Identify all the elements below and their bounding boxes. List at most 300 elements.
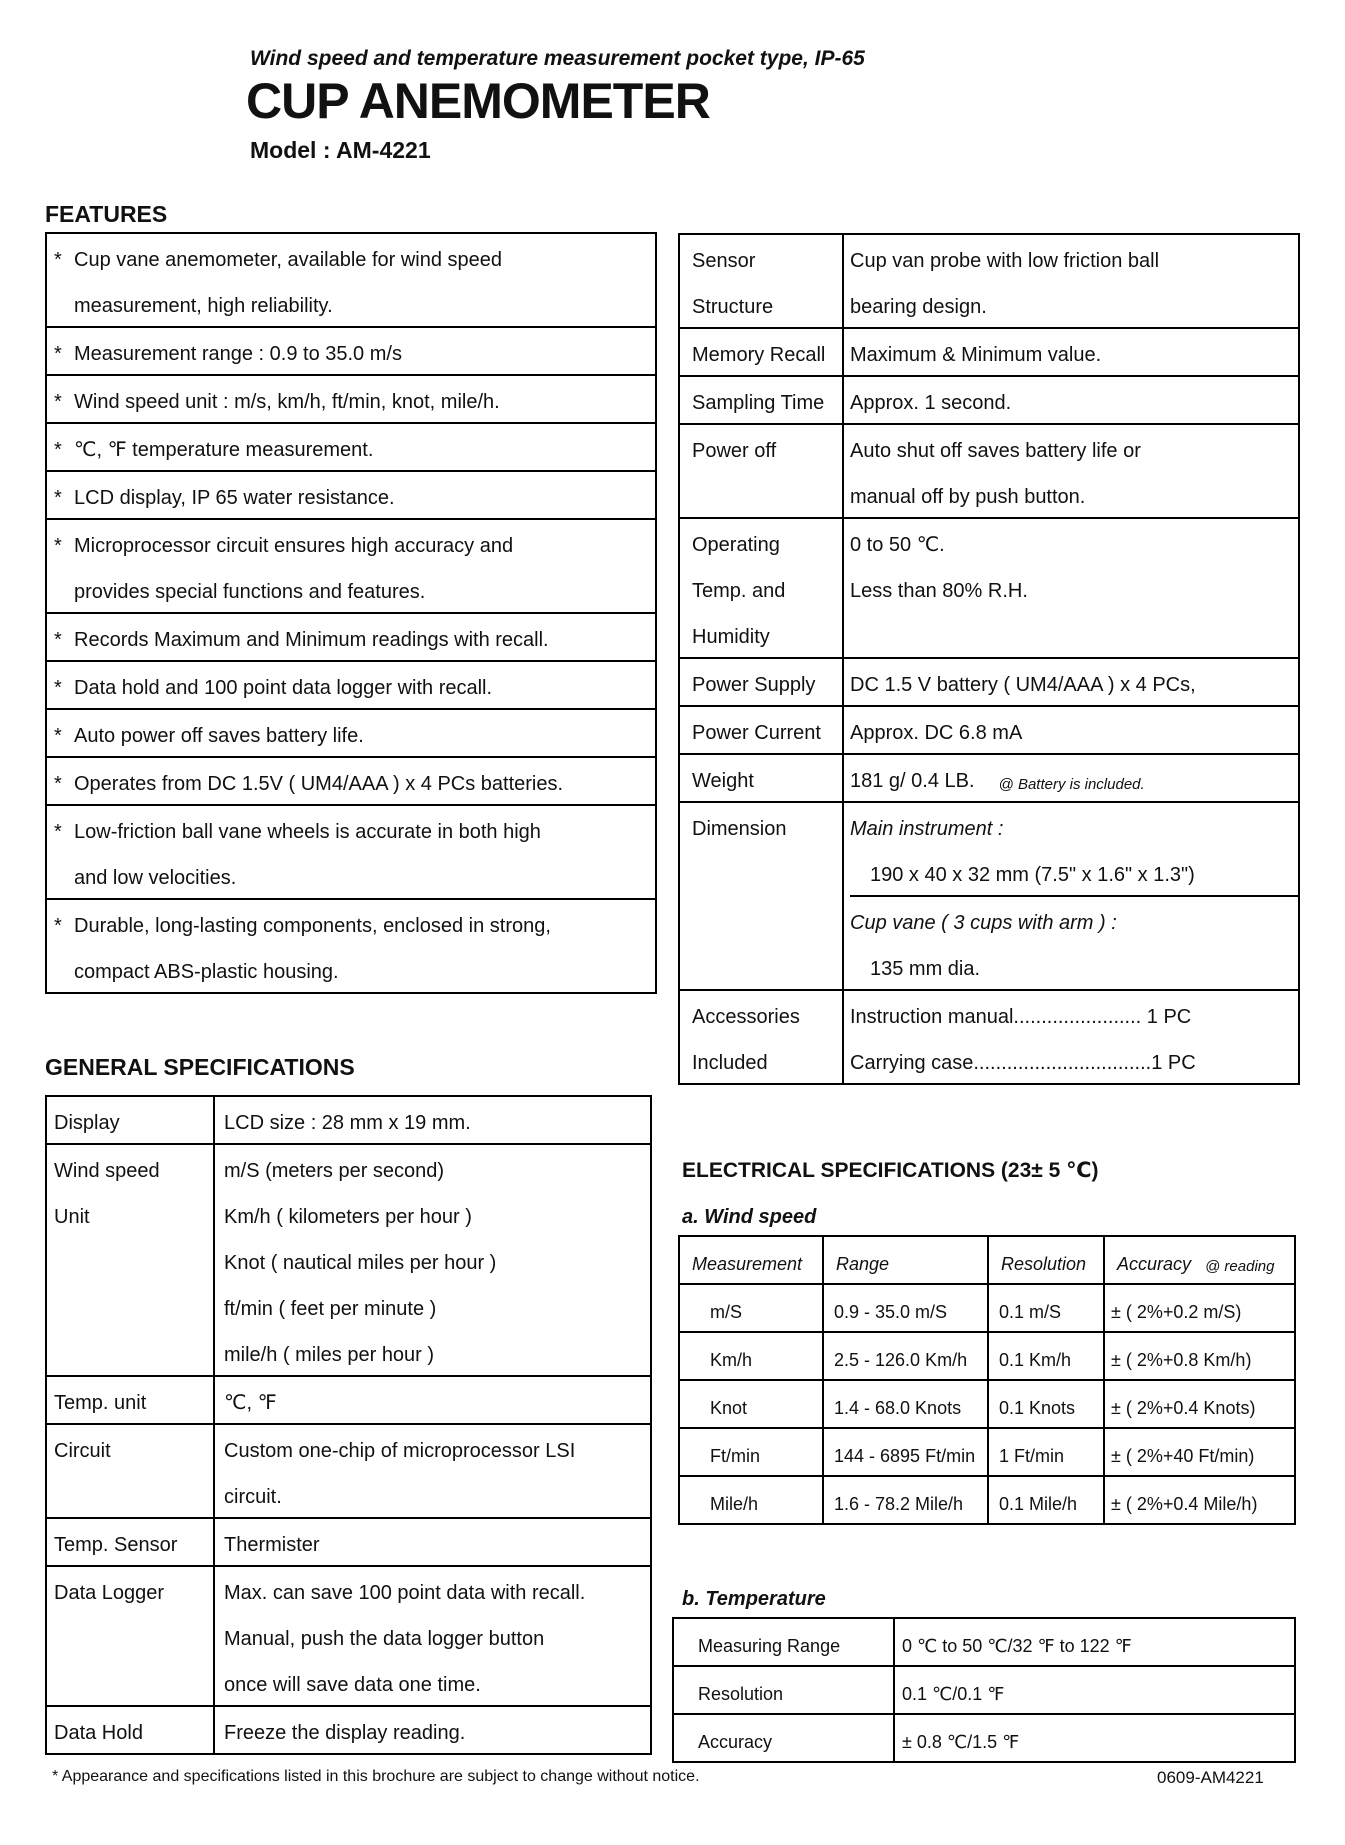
text-line: Weight — [692, 770, 754, 792]
text-line: Wind speed — [54, 1160, 160, 1182]
bullet-asterisk: * — [54, 773, 62, 795]
bullet-asterisk: * — [54, 915, 62, 937]
footer-disclaimer: * Appearance and specifications listed in this brochure are subject to change without notice. — [52, 1768, 700, 1785]
text-row — [224, 1425, 650, 1471]
wind-data-cell — [680, 1477, 824, 1523]
text-line: Accuracy — [698, 1732, 773, 1752]
text-row — [692, 611, 842, 657]
spec-value — [895, 1667, 1294, 1713]
spec-row — [674, 1715, 1294, 1761]
text-line: ± ( 2%+0.8 Km/h) — [1111, 1350, 1252, 1370]
text-line: Instruction manual....................... 1 PC — [850, 1006, 1192, 1028]
text-row — [902, 1619, 1294, 1665]
text-line: Mile/h — [710, 1494, 759, 1514]
feature-text — [47, 520, 655, 612]
text-line: Temp. Sensor — [54, 1534, 178, 1556]
temperature-table — [672, 1617, 1296, 1763]
text-line: Maximum & Minimum value. — [850, 344, 1102, 366]
value-block — [850, 803, 1298, 895]
text-row — [224, 1659, 650, 1705]
feature-line — [47, 234, 655, 280]
value-block — [224, 1145, 650, 1375]
text-line: Cup vane anemometer, available for wind speed — [74, 249, 503, 271]
text-row — [224, 1283, 650, 1329]
text-line: Sampling Time — [692, 392, 825, 414]
text-line: Data hold and 100 point data logger with recall. — [74, 677, 493, 699]
text-line: 2.5 - 126.0 Km/h — [834, 1350, 968, 1370]
feature-text — [47, 472, 655, 518]
wind-data-cell — [824, 1285, 989, 1331]
text-row — [850, 377, 1298, 423]
text-line: Knot ( nautical miles per hour ) — [224, 1252, 497, 1274]
text-row — [692, 991, 842, 1037]
spec-row — [674, 1667, 1294, 1715]
text-line: provides special functions and features. — [74, 581, 426, 603]
text-line: 144 - 6895 Ft/min — [834, 1446, 976, 1466]
text-line: Wind speed unit : m/s, km/h, ft/min, knot, mile/h. — [74, 391, 500, 413]
small-note: @ Battery is included. — [998, 776, 1145, 793]
spec-row — [47, 1377, 650, 1425]
spec-value — [895, 1715, 1294, 1761]
spec-row — [680, 991, 1298, 1083]
text-row — [850, 943, 1298, 989]
text-row — [692, 281, 842, 327]
feature-item — [47, 376, 655, 424]
spec-row — [680, 425, 1298, 519]
spec-row — [680, 659, 1298, 707]
text-line: ft/min ( feet per minute ) — [224, 1298, 437, 1320]
wind-data-cell — [989, 1333, 1105, 1379]
text-row — [692, 755, 842, 801]
spec-label — [680, 991, 844, 1083]
text-line: 1.4 - 68.0 Knots — [834, 1398, 962, 1418]
spec-row — [47, 1097, 650, 1145]
feature-line — [47, 900, 655, 946]
text-row — [1111, 1285, 1294, 1331]
text-row — [54, 1567, 213, 1613]
text-line: Km/h — [710, 1350, 753, 1370]
text-line: Km/h ( kilometers per hour ) — [224, 1206, 472, 1228]
text-line: once will save data one time. — [224, 1674, 481, 1696]
feature-line — [47, 472, 655, 518]
text-row — [850, 565, 1298, 611]
text-line: circuit. — [224, 1486, 282, 1508]
page-footer — [0, 1768, 1345, 1798]
bullet-asterisk: * — [54, 821, 62, 843]
text-row — [1111, 1477, 1294, 1523]
text-line: 0.1 ℃/0.1 ℉ — [902, 1684, 1005, 1704]
text-row — [902, 1715, 1294, 1761]
text-row — [54, 1425, 213, 1471]
column-header: Accuracy — [1117, 1254, 1192, 1274]
spec-label — [47, 1377, 215, 1423]
text-line: bearing design. — [850, 296, 987, 318]
text-line: 0.1 Mile/h — [999, 1494, 1078, 1514]
text-row — [224, 1145, 650, 1191]
feature-item — [47, 662, 655, 710]
feature-line — [47, 662, 655, 708]
text-row — [834, 1333, 987, 1379]
text-row — [710, 1285, 822, 1331]
spec-value — [844, 235, 1298, 327]
bullet-asterisk: * — [54, 725, 62, 747]
text-line: Low-friction ball vane wheels is accurate in both high — [74, 821, 541, 843]
spec-value — [844, 991, 1298, 1083]
text-row — [224, 1471, 650, 1517]
text-line: Sensor — [692, 250, 756, 272]
value-block — [224, 1567, 650, 1705]
bullet-asterisk: * — [54, 629, 62, 651]
column-header: Resolution — [1001, 1254, 1087, 1274]
value-block — [850, 755, 1298, 801]
text-row — [224, 1097, 650, 1143]
feature-text — [47, 234, 655, 326]
spec-row — [47, 1707, 650, 1753]
feature-line — [47, 520, 655, 566]
text-row — [710, 1477, 822, 1523]
text-line: Temp. and — [692, 580, 786, 602]
text-row — [1001, 1237, 1103, 1283]
feature-text — [47, 710, 655, 756]
text-line: Memory Recall — [692, 344, 826, 366]
column-header: Measurement — [692, 1254, 803, 1274]
feature-item — [47, 710, 655, 758]
text-line: Carrying case................................1 PC — [850, 1052, 1196, 1074]
text-line: Main instrument : — [850, 818, 1004, 840]
text-row — [834, 1477, 987, 1523]
spec-label — [674, 1715, 895, 1761]
text-row — [1111, 1333, 1294, 1379]
feature-line — [47, 614, 655, 660]
text-row — [692, 565, 842, 611]
text-line: ± ( 2%+0.4 Mile/h) — [1111, 1494, 1258, 1514]
feature-item — [47, 234, 655, 328]
electrical-specifications-heading: ELECTRICAL SPECIFICATIONS (23± 5 ℃) — [682, 1159, 1099, 1182]
spec-row — [680, 519, 1298, 659]
text-line: Unit — [54, 1206, 90, 1228]
wind-header-cell — [680, 1237, 824, 1283]
text-line: Humidity — [692, 626, 770, 648]
spec-label — [674, 1667, 895, 1713]
spec-label — [680, 659, 844, 705]
feature-text — [47, 662, 655, 708]
wind-data-cell — [1105, 1381, 1294, 1427]
feature-line — [47, 376, 655, 422]
spec-row — [680, 803, 1298, 991]
text-row — [692, 1037, 842, 1083]
text-row — [850, 991, 1298, 1037]
wind-data-cell — [824, 1477, 989, 1523]
text-line: DC 1.5 V battery ( UM4/AAA ) x 4 PCs, — [850, 674, 1196, 696]
feature-text — [47, 376, 655, 422]
text-line: manual off by push button. — [850, 486, 1086, 508]
wind-data-cell — [824, 1333, 989, 1379]
text-line: 190 x 40 x 32 mm (7.5" x 1.6" x 1.3") — [870, 864, 1195, 886]
wind-data-cell — [1105, 1285, 1294, 1331]
text-line: ± 0.8 ℃/1.5 ℉ — [902, 1732, 1020, 1752]
spec-value — [215, 1377, 650, 1423]
spec-value — [844, 659, 1298, 705]
text-line: measurement, high reliability. — [74, 295, 333, 317]
text-row — [999, 1477, 1103, 1523]
text-row — [54, 1707, 213, 1753]
text-line: ± ( 2%+0.2 m/S) — [1111, 1302, 1242, 1322]
text-line: 0.9 - 35.0 m/S — [834, 1302, 948, 1322]
text-row — [834, 1429, 987, 1475]
wind-data-cell — [989, 1429, 1105, 1475]
feature-item — [47, 614, 655, 662]
value-block — [850, 519, 1298, 611]
text-row — [692, 707, 842, 753]
text-line: Power Current — [692, 722, 821, 744]
text-line: Data Logger — [54, 1582, 165, 1604]
text-row — [710, 1429, 822, 1475]
text-row — [54, 1191, 213, 1237]
spec-row — [680, 235, 1298, 329]
text-row — [224, 1519, 650, 1565]
text-line: Custom one-chip of microprocessor LSI — [224, 1440, 576, 1462]
text-line: Measuring Range — [698, 1636, 841, 1656]
spec-label — [47, 1097, 215, 1143]
feature-line — [47, 424, 655, 470]
text-line: Manual, push the data logger button — [224, 1628, 545, 1650]
bullet-asterisk: * — [54, 439, 62, 461]
text-line: ± ( 2%+0.4 Knots) — [1111, 1398, 1256, 1418]
text-row — [902, 1667, 1294, 1713]
text-line: 0.1 Km/h — [999, 1350, 1072, 1370]
feature-item — [47, 472, 655, 520]
text-line: Durable, long-lasting components, enclosed in strong, — [74, 915, 551, 937]
text-line: Thermister — [224, 1534, 320, 1556]
spec-row — [674, 1619, 1294, 1667]
text-row — [1111, 1381, 1294, 1427]
spec-row — [680, 329, 1298, 377]
spec-value — [215, 1145, 650, 1375]
text-row — [224, 1329, 650, 1375]
value-block — [224, 1377, 650, 1423]
text-row — [850, 707, 1298, 753]
text-row — [224, 1191, 650, 1237]
spec-value — [844, 755, 1298, 801]
value-block — [850, 377, 1298, 423]
text-line: 0.1 Knots — [999, 1398, 1076, 1418]
text-line: ℃, ℉ — [224, 1392, 277, 1414]
feature-line — [47, 566, 655, 612]
text-row — [692, 659, 842, 705]
text-row — [834, 1285, 987, 1331]
spec-label — [47, 1425, 215, 1517]
wind-data-row — [680, 1429, 1294, 1477]
text-row — [692, 1237, 822, 1283]
spec-value — [844, 803, 1298, 989]
spec-label — [47, 1707, 215, 1753]
text-row — [850, 755, 1298, 801]
text-line: Knot — [710, 1398, 748, 1418]
text-row — [834, 1381, 987, 1427]
features-heading: FEATURES — [45, 201, 168, 227]
text-row — [850, 803, 1298, 849]
text-line: Power off — [692, 440, 777, 462]
wind-data-row — [680, 1381, 1294, 1429]
text-line: compact ABS-plastic housing. — [74, 961, 339, 983]
value-block — [224, 1097, 650, 1143]
wind-header-cell — [989, 1237, 1105, 1283]
text-row — [1117, 1237, 1294, 1283]
bullet-asterisk: * — [54, 487, 62, 509]
value-block — [850, 329, 1298, 375]
text-line: Display — [54, 1112, 120, 1134]
document-code: 0609-AM4221 — [1157, 1768, 1264, 1787]
text-row — [692, 425, 842, 471]
spec-value — [895, 1619, 1294, 1665]
text-row — [692, 329, 842, 375]
text-row — [850, 659, 1298, 705]
text-row — [710, 1381, 822, 1427]
text-line: Auto power off saves battery life. — [74, 725, 364, 747]
spec-row — [680, 377, 1298, 425]
spec-value — [215, 1425, 650, 1517]
text-row — [850, 849, 1298, 895]
text-line: and low velocities. — [74, 867, 237, 889]
product-model: Model : AM-4221 — [250, 137, 431, 163]
spec-value — [844, 425, 1298, 517]
text-row — [999, 1333, 1103, 1379]
product-tagline: Wind speed and temperature measurement pocket type, IP-65 — [250, 47, 865, 70]
general-specifications-heading: GENERAL SPECIFICATIONS — [45, 1054, 355, 1080]
value-block — [850, 895, 1298, 989]
feature-line — [47, 328, 655, 374]
text-line: LCD size : 28 mm x 19 mm. — [224, 1112, 471, 1134]
small-note: @ reading — [1205, 1258, 1275, 1275]
text-line: Ft/min — [710, 1446, 761, 1466]
bullet-asterisk: * — [54, 391, 62, 413]
spec-value — [844, 519, 1298, 657]
wind-data-row — [680, 1477, 1294, 1523]
feature-line — [47, 758, 655, 804]
wind-data-cell — [680, 1285, 824, 1331]
text-line: Max. can save 100 point data with recall. — [224, 1582, 586, 1604]
wind-header-cell — [824, 1237, 989, 1283]
text-line: m/S (meters per second) — [224, 1160, 445, 1182]
product-title: CUP ANEMOMETER — [246, 73, 710, 129]
wind-speed-section-heading: a. Wind speed — [682, 1206, 817, 1228]
text-row — [224, 1567, 650, 1613]
value-block — [902, 1715, 1294, 1761]
spec-row — [680, 707, 1298, 755]
feature-item — [47, 424, 655, 472]
spec-label — [680, 707, 844, 753]
text-row — [698, 1715, 893, 1761]
text-line: Accessories — [692, 1006, 800, 1028]
text-line: Circuit — [54, 1440, 111, 1462]
text-row — [224, 1377, 650, 1423]
text-row — [850, 281, 1298, 327]
wind-data-row — [680, 1285, 1294, 1333]
text-line: Cup van probe with low friction ball — [850, 250, 1160, 272]
text-line: 0.1 m/S — [999, 1302, 1062, 1322]
text-row — [850, 519, 1298, 565]
spec-value — [215, 1097, 650, 1143]
spec-label — [47, 1519, 215, 1565]
value-block — [902, 1667, 1294, 1713]
text-row — [54, 1145, 213, 1191]
general-specifications-table — [45, 1095, 652, 1755]
bullet-asterisk: * — [54, 677, 62, 699]
text-row — [692, 377, 842, 423]
feature-text — [47, 806, 655, 898]
text-row — [850, 425, 1298, 471]
text-row — [692, 803, 842, 849]
text-row — [54, 1097, 213, 1143]
wind-data-cell — [1105, 1429, 1294, 1475]
text-line: Approx. 1 second. — [850, 392, 1012, 414]
text-row — [54, 1519, 213, 1565]
text-line: Records Maximum and Minimum readings with recall. — [74, 629, 549, 651]
text-row — [850, 897, 1298, 943]
text-line: 181 g/ 0.4 LB. — [850, 770, 975, 792]
text-line: ± ( 2%+40 Ft/min) — [1111, 1446, 1255, 1466]
feature-item — [47, 806, 655, 900]
value-block — [850, 707, 1298, 753]
spec-label — [680, 377, 844, 423]
feature-text — [47, 328, 655, 374]
value-block — [850, 235, 1298, 327]
spec-label — [680, 519, 844, 657]
wind-data-cell — [1105, 1477, 1294, 1523]
feature-line — [47, 280, 655, 326]
spec-label — [47, 1145, 215, 1375]
bullet-asterisk: * — [54, 343, 62, 365]
text-row — [224, 1237, 650, 1283]
spec-label — [680, 425, 844, 517]
bullet-asterisk: * — [54, 249, 62, 271]
text-line: 0 ℃ to 50 ℃/32 ℉ to 122 ℉ — [902, 1636, 1132, 1656]
spec-label — [680, 329, 844, 375]
text-row — [999, 1429, 1103, 1475]
spec-row — [47, 1145, 650, 1377]
wind-data-cell — [680, 1429, 824, 1475]
text-line: Structure — [692, 296, 774, 318]
text-line: Measurement range : 0.9 to 35.0 m/s — [74, 343, 402, 365]
wind-data-cell — [680, 1333, 824, 1379]
text-line: Dimension — [692, 818, 787, 840]
text-row — [1111, 1429, 1294, 1475]
feature-line — [47, 946, 655, 992]
wind-header-row — [680, 1237, 1294, 1285]
text-line: ℃, ℉ temperature measurement. — [74, 439, 374, 461]
spec-value — [844, 329, 1298, 375]
text-line: LCD display, IP 65 water resistance. — [74, 487, 395, 509]
bullet-asterisk: * — [54, 535, 62, 557]
general-spec-right-table — [678, 233, 1300, 1085]
spec-label — [680, 235, 844, 327]
text-line: Operating — [692, 534, 780, 556]
spec-value — [215, 1519, 650, 1565]
spec-label — [680, 755, 844, 801]
wind-data-row — [680, 1333, 1294, 1381]
value-block — [224, 1425, 650, 1517]
feature-text — [47, 758, 655, 804]
spec-label — [680, 803, 844, 989]
feature-item — [47, 328, 655, 376]
spec-label — [674, 1619, 895, 1665]
wind-speed-table — [678, 1235, 1296, 1525]
text-line: m/S — [710, 1302, 743, 1322]
text-line: 0 to 50 ℃. — [850, 534, 945, 556]
features-list — [45, 232, 657, 994]
feature-item — [47, 900, 655, 992]
feature-line — [47, 852, 655, 898]
